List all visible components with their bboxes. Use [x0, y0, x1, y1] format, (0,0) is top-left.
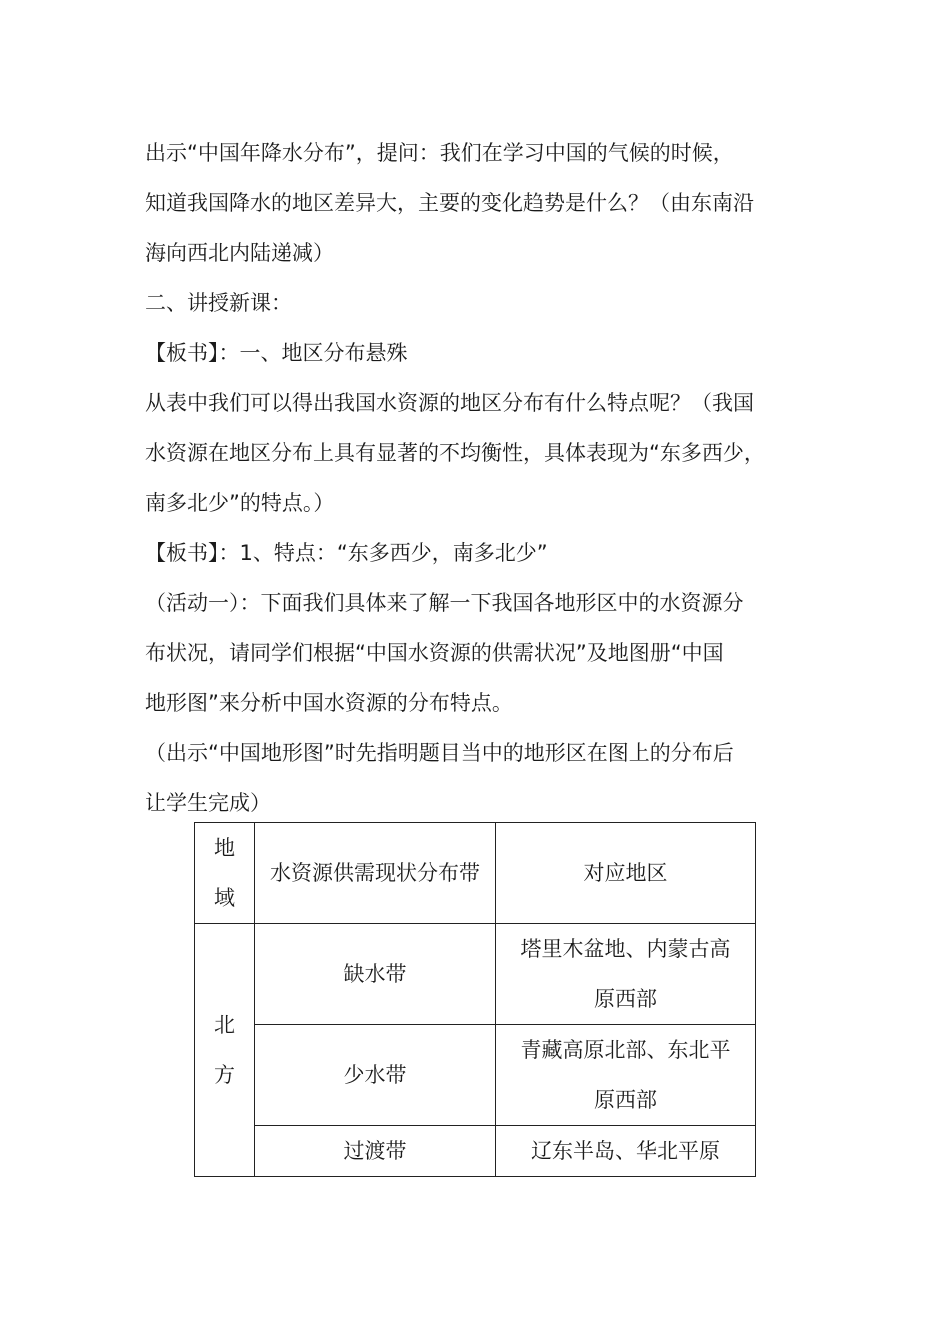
water-distribution-table	[194, 822, 756, 1177]
board-note: 【板书】：一、地区分布悬殊	[145, 341, 408, 365]
region-char: 方	[214, 1063, 235, 1087]
header-region-cell	[195, 823, 255, 924]
belt-cell: 缺水带	[255, 924, 496, 1025]
paragraph-line: 水资源在地区分布上具有显著的不均衡性，具体表现为“东多西少，	[145, 441, 765, 465]
table-row	[195, 1126, 756, 1177]
area-cell: 辽东半岛、华北平原	[496, 1126, 756, 1177]
paragraph-line: 出示“中国年降水分布”，提问：我们在学习中国的气候的时候，	[145, 141, 734, 165]
paragraph-line: 布状况，请同学们根据“中国水资源的供需状况”及地图册“中国	[145, 641, 724, 665]
paragraph-line: 知道我国降水的地区差异大，主要的变化趋势是什么？（由东南沿	[145, 191, 754, 215]
activity-line: （活动一）：下面我们具体来了解一下我国各地形区中的水资源分	[145, 591, 744, 615]
paragraph-line: 让学生完成）	[145, 791, 271, 815]
header-region-char: 地	[214, 836, 235, 860]
area-text: 青藏高原北部、东北平原西部	[520, 1038, 731, 1112]
region-north-cell	[195, 924, 255, 1177]
board-note: 【板书】：1、特点：“东多西少，南多北少”	[145, 541, 548, 565]
belt-cell: 少水带	[255, 1025, 496, 1126]
area-text: 塔里木盆地、内蒙古高原西部	[520, 937, 731, 1011]
header-region-char: 域	[214, 886, 235, 910]
belt-cell: 过渡带	[255, 1126, 496, 1177]
paragraph-line: 从表中我们可以得出我国水资源的地区分布有什么特点呢？（我国	[145, 391, 754, 415]
table-row	[195, 1025, 756, 1126]
area-cell	[496, 924, 756, 1025]
area-cell	[496, 1025, 756, 1126]
section-heading: 二、讲授新课：	[145, 291, 292, 315]
paragraph-line: 地形图”来分析中国水资源的分布特点。	[145, 691, 513, 715]
table-header-row	[195, 823, 756, 924]
table-row	[195, 924, 756, 1025]
region-char: 北	[214, 1013, 235, 1037]
header-belt-cell: 水资源供需现状分布带	[255, 823, 496, 924]
paragraph-line: 海向西北内陆递减）	[145, 241, 334, 265]
paragraph-line: （出示“中国地形图”时先指明题目当中的地形区在图上的分布后	[145, 741, 734, 765]
header-area-cell: 对应地区	[496, 823, 756, 924]
lesson-text	[145, 128, 825, 828]
paragraph-line: 南多北少”的特点。）	[145, 491, 335, 515]
